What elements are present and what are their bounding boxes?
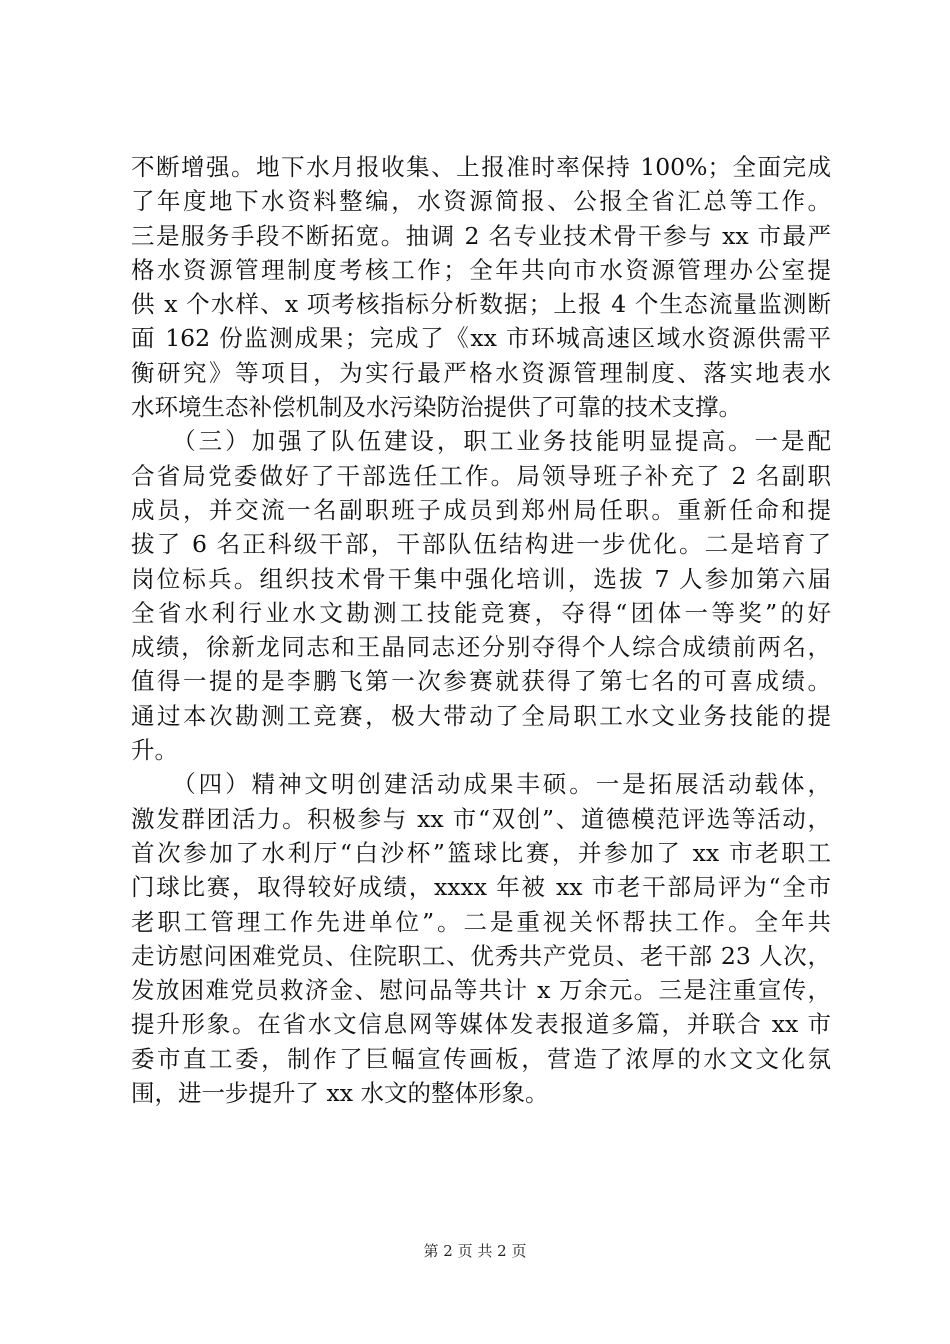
text-line: 岗位标兵。组织技术骨干集中强化培训，选拔 7 人参加第六届 — [131, 564, 831, 593]
text-line: 了年度地下水资料整编，水资源简报、公报全省汇总等工作。 — [131, 187, 831, 216]
text-line: 首次参加了水利厅“白沙杯”篮球比赛，并参加了 xx 市老职工 — [131, 838, 831, 867]
text-line: 围，进一步提升了 xx 水文的整体形象。 — [131, 1079, 549, 1108]
text-line: 拔了 6 名正科级干部，干部队伍结构进一步优化。二是培育了 — [131, 530, 831, 559]
text-line: 全省水利行业水文勘测工技能竞赛，夺得“团体一等奖”的好 — [131, 598, 831, 627]
text-line: 发放困难党员救济金、慰问品等共计 x 万余元。三是注重宣传， — [131, 976, 831, 1005]
text-line: 合省局党委做好了干部选任工作。局领导班子补充了 2 名副职 — [131, 461, 831, 490]
text-line: 走访慰问困难党员、住院职工、优秀共产党员、老干部 23 人次， — [131, 941, 831, 970]
text-line: 委市直工委，制作了巨幅宣传画板，营造了浓厚的水文文化氛 — [131, 1044, 831, 1073]
text-line: 水环境生态补偿机制及水污染防治提供了可靠的技术支撑。 — [131, 393, 742, 422]
text-line: 三是服务手段不断拓宽。抽调 2 名专业技术骨干参与 xx 市最严 — [131, 221, 831, 250]
text-line: 通过本次勘测工竞赛，极大带动了全局职工水文业务技能的提 — [131, 701, 831, 730]
text-line: 老职工管理工作先进单位”。二是重视关怀帮扶工作。全年共 — [131, 907, 831, 936]
text-line: 供 x 个水样、x 项考核指标分析数据；上报 4 个生态流量监测断 — [131, 290, 831, 319]
text-line: 衡研究》等项目，为实行最严格水资源管理制度、落实地表水 — [131, 358, 831, 387]
text-line: 门球比赛，取得较好成绩，xxxx 年被 xx 市老干部局评为“全市 — [131, 873, 831, 902]
page-footer: 第 2 页 共 2 页 — [423, 1242, 527, 1260]
text-line: 值得一提的是李鹏飞第一次参赛就获得了第七名的可喜成绩。 — [131, 667, 831, 696]
text-line: （四）精神文明创建活动成果丰硕。一是拓展活动载体， — [131, 770, 831, 799]
text-line: （三）加强了队伍建设，职工业务技能明显提高。一是配 — [131, 427, 831, 456]
text-line: 面 162 份监测成果；完成了《xx 市环城高速区域水资源供需平 — [131, 324, 831, 353]
text-line: 不断增强。地下水月报收集、上报准时率保持 100%；全面完成 — [131, 153, 831, 181]
document-body — [131, 150, 831, 1110]
text-line: 提升形象。在省水文信息网等媒体发表报道多篇，并联合 xx 市 — [131, 1010, 831, 1039]
text-line: 格水资源管理制度考核工作；全年共向市水资源管理办公室提 — [131, 255, 831, 284]
text-line: 成绩，徐新龙同志和王晶同志还分别夺得个人综合成绩前两名， — [131, 633, 831, 662]
text-line: 激发群团活力。积极参与 xx 市“双创”、道德模范评选等活动， — [131, 804, 831, 833]
text-line: 升。 — [131, 736, 178, 765]
text-line: 成员，并交流一名副职班子成员到郑州局任职。重新任命和提 — [131, 495, 831, 524]
